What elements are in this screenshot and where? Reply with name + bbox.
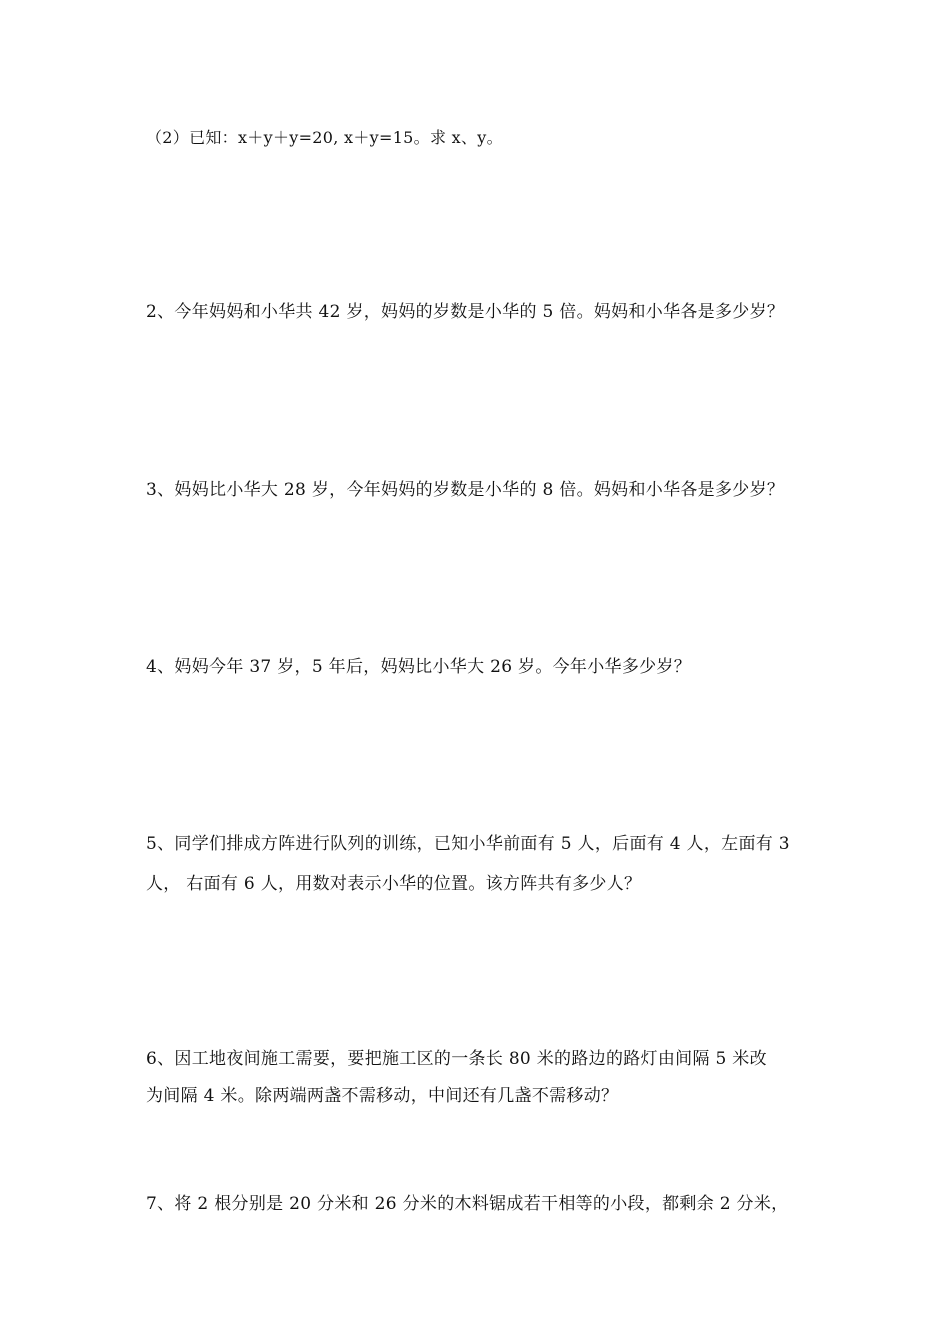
problem-3: 3、妈妈比小华大 28 岁，今年妈妈的岁数是小华的 8 倍。妈妈和小华各是多少岁？ [146,480,785,500]
problem-2: 2、今年妈妈和小华共 42 岁，妈妈的岁数是小华的 5 倍。妈妈和小华各是多少岁？ [146,302,785,322]
problem-7-line-1: 7、将 2 根分别是 20 分米和 26 分米的木料锯成若干相等的小段，都剩余 2 分米， [146,1194,789,1214]
problem-1-part-2: （2）已知：x＋y＋y=20, x＋y=15。求 x、y。 [146,128,503,147]
problem-6-line-1: 6、因工地夜间施工需要，要把施工区的一条长 80 米的路边的路灯由间隔 5 米改 [146,1049,767,1069]
problem-5-line-2: 人， 右面有 6 人，用数对表示小华的位置。该方阵共有多少人？ [146,874,642,894]
problem-5-line-1: 5、同学们排成方阵进行队列的训练，已知小华前面有 5 人，后面有 4 人，左面有 3 [146,834,790,854]
problem-4: 4、妈妈今年 37 岁，5 年后，妈妈比小华大 26 岁。今年小华多少岁？ [146,657,692,677]
problem-6-line-2: 为间隔 4 米。除两端两盏不需移动，中间还有几盏不需移动？ [146,1086,619,1106]
